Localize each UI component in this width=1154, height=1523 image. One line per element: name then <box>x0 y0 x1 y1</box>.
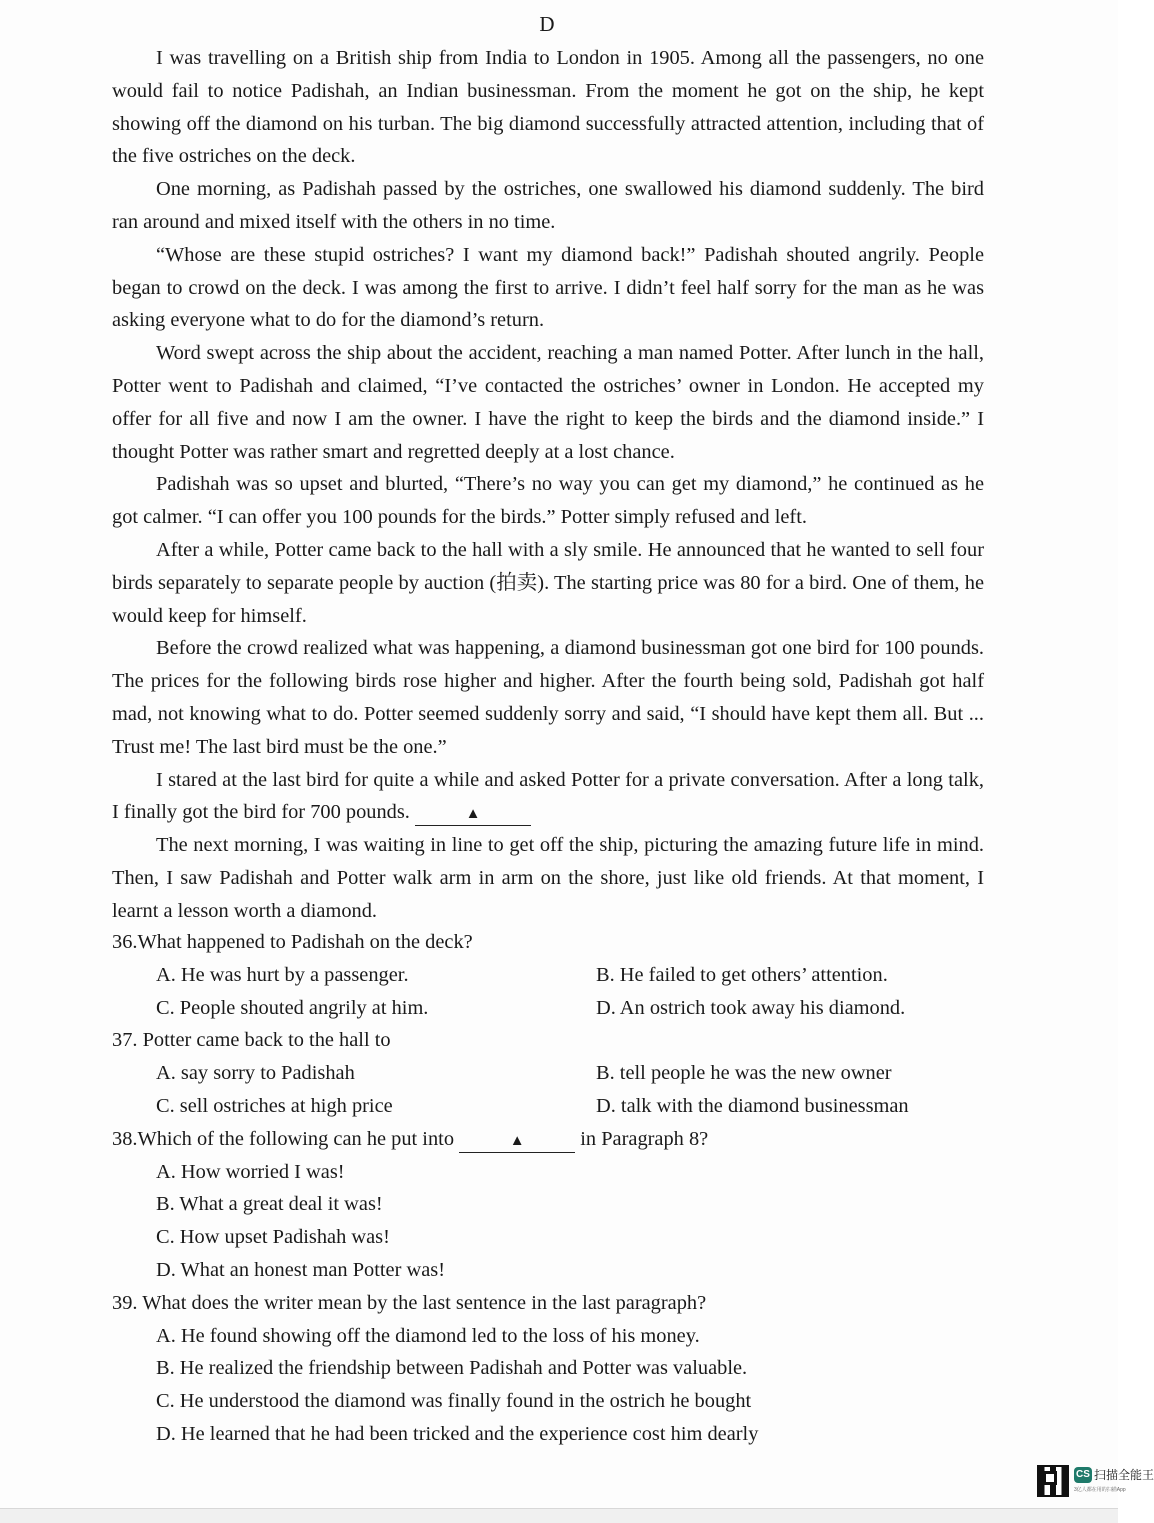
question-37 <box>112 1024 984 1122</box>
question-stem <box>112 1123 984 1156</box>
option-d: D. An ostrich took away his diamond. <box>596 996 906 1019</box>
question-stem: 39. What does the writer mean by the last sentence in the last paragraph? <box>112 1291 707 1314</box>
option-list <box>112 1156 984 1287</box>
paragraph-6: After a while, Potter came back to the hall with a sly smile. He announced that he wanted to sell four birds separately to separate people by auction (拍卖). The starting price was 80 for a bird. One of them, he would keep for himself. <box>112 538 984 627</box>
section-title: D <box>539 12 555 36</box>
paragraph-7: Before the crowd realized what was happening, a diamond businessman got one bird for 100 pounds. The prices for the following birds rose higher and higher. After the fourth being sold, Padishah got half mad, not knowing what to do. Potter seemed suddenly sorry and said, “I should have kept them all. But ... Trust me! The last bird must be the one.” <box>112 637 984 758</box>
option-a: A. How worried I was! <box>156 1160 345 1183</box>
question-stem: 37. Potter came back to the hall to <box>112 1029 391 1052</box>
option-d: D. What an honest man Potter was! <box>156 1258 445 1281</box>
option-b: B. He failed to get others’ attention. <box>596 963 888 986</box>
scanner-sublabel: 3亿人都在用的扫描App <box>1074 1487 1126 1493</box>
question-39 <box>112 1287 984 1451</box>
triangle-marker-icon: ▲ <box>465 806 481 823</box>
question-stem-suffix: in Paragraph 8? <box>580 1127 709 1150</box>
paragraph-9: The next morning, I was waiting in line to get off the ship, picturing the amazing future life in mind. Then, I saw Padishah and Potter walk arm in arm on the shore, just like old friends. At that moment, I learnt a lesson worth a diamond. <box>112 834 984 922</box>
question-stem: 36.What happened to Padishah on the deck? <box>112 931 473 953</box>
paragraph-2: One morning, as Padishah passed by the ostriches, one swallowed his diamond suddenly. The bird ran around and mixed itself with the others in no time. <box>112 178 984 233</box>
option-d: D. He learned that he had been tricked and the experience cost him dearly <box>156 1422 759 1445</box>
question-38 <box>112 1123 984 1287</box>
scanner-label: 扫描全能王 <box>1094 1468 1154 1482</box>
answer-blank <box>415 801 531 826</box>
question-stem-prefix: 38.Which of the following can he put into <box>112 1127 455 1150</box>
qr-code-icon[interactable] <box>1037 1465 1069 1497</box>
paragraph-8-text: I stared at the last bird for quite a while and asked Potter for a private conversation. After a long talk, I finally got the bird for 700 pounds. <box>112 768 984 824</box>
paragraph-4: Word swept across the ship about the accident, reaching a man named Potter. After lunch in the hall, Potter went to Padishah and claimed, “I’ve contacted the ostriches’ owner in London. He accepted my offer for all five and now I am the owner. I have the right to keep the birds and the diamond inside.” I thought Potter was rather smart and regretted deeply at a lost chance. <box>112 342 984 463</box>
option-grid <box>112 1057 984 1123</box>
option-a: A. say sorry to Padishah <box>156 1062 355 1085</box>
camscanner-logo-icon: CS <box>1074 1467 1092 1483</box>
option-list <box>112 1320 984 1451</box>
option-grid <box>112 959 984 1025</box>
option-c: C. People shouted angrily at him. <box>156 996 429 1019</box>
option-c: C. He understood the diamond was finally found in the ostrich he bought <box>156 1390 752 1413</box>
question-36 <box>112 926 984 1024</box>
option-a: A. He was hurt by a passenger. <box>156 963 409 986</box>
triangle-marker-icon: ▲ <box>509 1132 525 1149</box>
option-d: D. talk with the diamond businessman <box>596 1094 909 1117</box>
paragraph-3: “Whose are these stupid ostriches? I want my diamond back!” Padishah shouted angrily. People began to crowd on the deck. I was among the first to arrive. I didn’t feel half sorry for the man as he was asking everyone what to do for the diamond’s return. <box>112 243 984 332</box>
reading-passage <box>112 42 984 928</box>
option-a: A. He found showing off the diamond led to the loss of his money. <box>156 1324 700 1347</box>
questions-section <box>112 926 984 1451</box>
bottom-bar <box>0 1508 1118 1523</box>
answer-blank <box>459 1128 575 1153</box>
option-c: C. How upset Padishah was! <box>156 1226 390 1249</box>
option-b: B. He realized the friendship between Padishah and Potter was valuable. <box>156 1357 748 1380</box>
paragraph-8 <box>112 764 984 830</box>
option-c: C. sell ostriches at high price <box>156 1094 393 1117</box>
option-b: B. What a great deal it was! <box>156 1193 383 1216</box>
paragraph-1: I was travelling on a British ship from India to London in 1905. Among all the passengers, no one would fail to notice Padishah, an Indian businessman. From the moment he got on the ship, he kept showing off the diamond on his turban. The big diamond successfully attracted attention, including that of the five ostriches on the deck. <box>112 47 984 168</box>
paragraph-5: Padishah was so upset and blurted, “There’s no way you can get my diamond,” he continued as he got calmer. “I can offer you 100 pounds for the birds.” Potter simply refused and left. <box>112 473 984 529</box>
option-b: B. tell people he was the new owner <box>596 1062 892 1085</box>
